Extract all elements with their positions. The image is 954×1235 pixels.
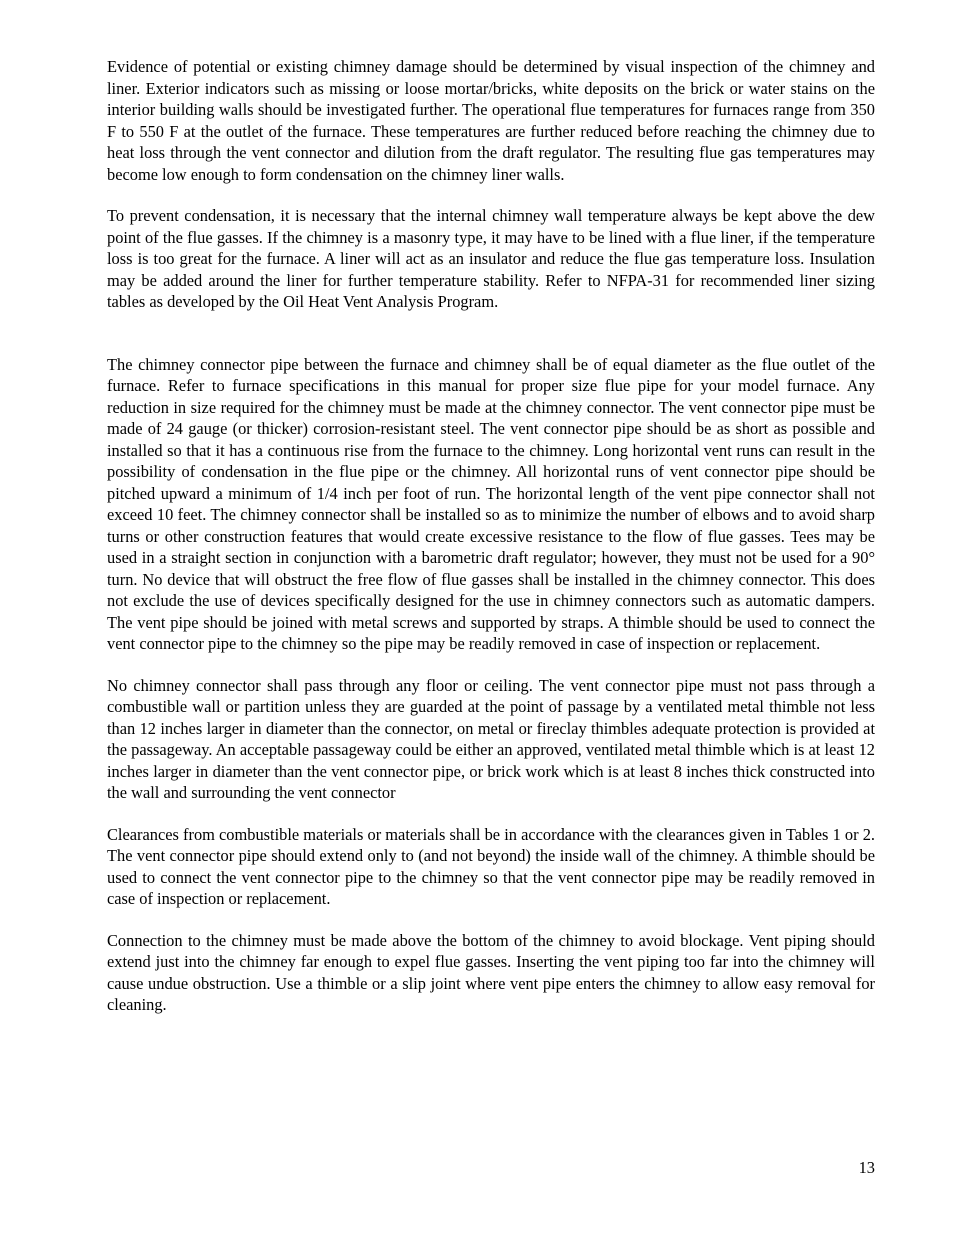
page-number: 13	[858, 1158, 875, 1177]
document-body	[107, 56, 875, 1016]
paragraph-clearances: Clearances from combustible materials or materials shall be in accordance with the clearances given in Tables 1 or 2. The vent connector pipe should extend only to (and not beyond) the inside wall of the chimney. A thimble should be used to connect the vent connector pipe to the chimney so that the vent connector pipe may be readily removed in case of inspection or replacement.	[107, 824, 875, 908]
paragraph-chimney-inspection: Evidence of potential or existing chimney damage should be determined by visual inspection of the chimney and liner. Exterior indicators such as missing or loose mortar/bricks, white deposits on the brick or water stains on the interior building walls should be investigated further. The operational flue temperatures for furnaces range from 350 F to 550 F at the outlet of the furnace. These temperatures are further reduced before reaching the chimney due to heat loss through the vent connector and dilution from the draft regulator. The resulting flue gas temperatures may become low enough to form condensation on the chimney liner walls.	[107, 57, 875, 184]
paragraph-chimney-connection: Connection to the chimney must be made above the bottom of the chimney to avoid blockage. Vent piping should extend just into the chimney far enough to expel flue gasses. Inserting the vent piping too far into the chimney will cause undue obstruction. Use a thimble or a slip joint where vent pipe enters the chimney to allow easy removal for cleaning.	[107, 930, 875, 1014]
paragraph-floor-ceiling-passage: No chimney connector shall pass through any floor or ceiling. The vent connector pipe must not pass through a combustible wall or partition unless they are guarded at the point of passage by a ventilated metal thimble not less than 12 inches larger in diameter than the connector, on metal or fireclay thimbles adequate protection is provided at the passageway. An acceptable passageway could be either an approved, ventilated metal thimble which is at least 12 inches larger in diameter than the vent connector pipe, or brick work which is at least 8 inches thick constructed into the wall and surrounding the vent connector	[107, 675, 875, 802]
paragraph-chimney-connector-pipe: The chimney connector pipe between the furnace and chimney shall be of equal diameter as the flue outlet of the furnace. Refer to furnace specifications in this manual for proper size flue pipe for your model furnace. Any reduction in size required for the chimney must be made at the chimney connector. The vent connector pipe must be made of 24 gauge (or thicker) corrosion-resistant steel. The vent connector pipe should be as short as possible and installed so that it has a continuous rise from the furnace to the chimney. Long horizontal vent runs can result in the possibility of condensation in the flue pipe or the chimney. All horizontal runs of vent connector pipe should be pitched upward a minimum of 1/4 inch per foot of run. The horizontal length of the vent pipe connector shall not exceed 10 feet. The chimney connector shall be installed so as to minimize the number of elbows and to avoid sharp turns or other construction features that would create excessive resistance to the flow of flue gasses. Tees may be used in a straight section in conjunction with a barometric draft regulator; however, they must not be used for a 90° turn. No device that will obstruct the free flow of flue gasses shall be installed in the chimney connector. This does not exclude the use of devices specifically designed for the use in chimney connectors such as automatic dampers. The vent pipe should be joined with metal screws and supported by straps. A thimble should be used to connect the vent connector pipe to the chimney so the pipe may be readily removed in case of inspection or replacement.	[107, 354, 875, 653]
paragraph-condensation-prevention: To prevent condensation, it is necessary that the internal chimney wall temperature always be kept above the dew point of the flue gasses. If the chimney is a masonry type, it may have to be lined with a flue liner, if the temperature loss is too great for the furnace. A liner will act as an insulator and reduce the flue gas temperature loss. Insulation may be added around the liner for further temperature stability. Refer to NFPA-31 for recommended liner sizing tables as developed by the Oil Heat Vent Analysis Program.	[107, 206, 875, 311]
